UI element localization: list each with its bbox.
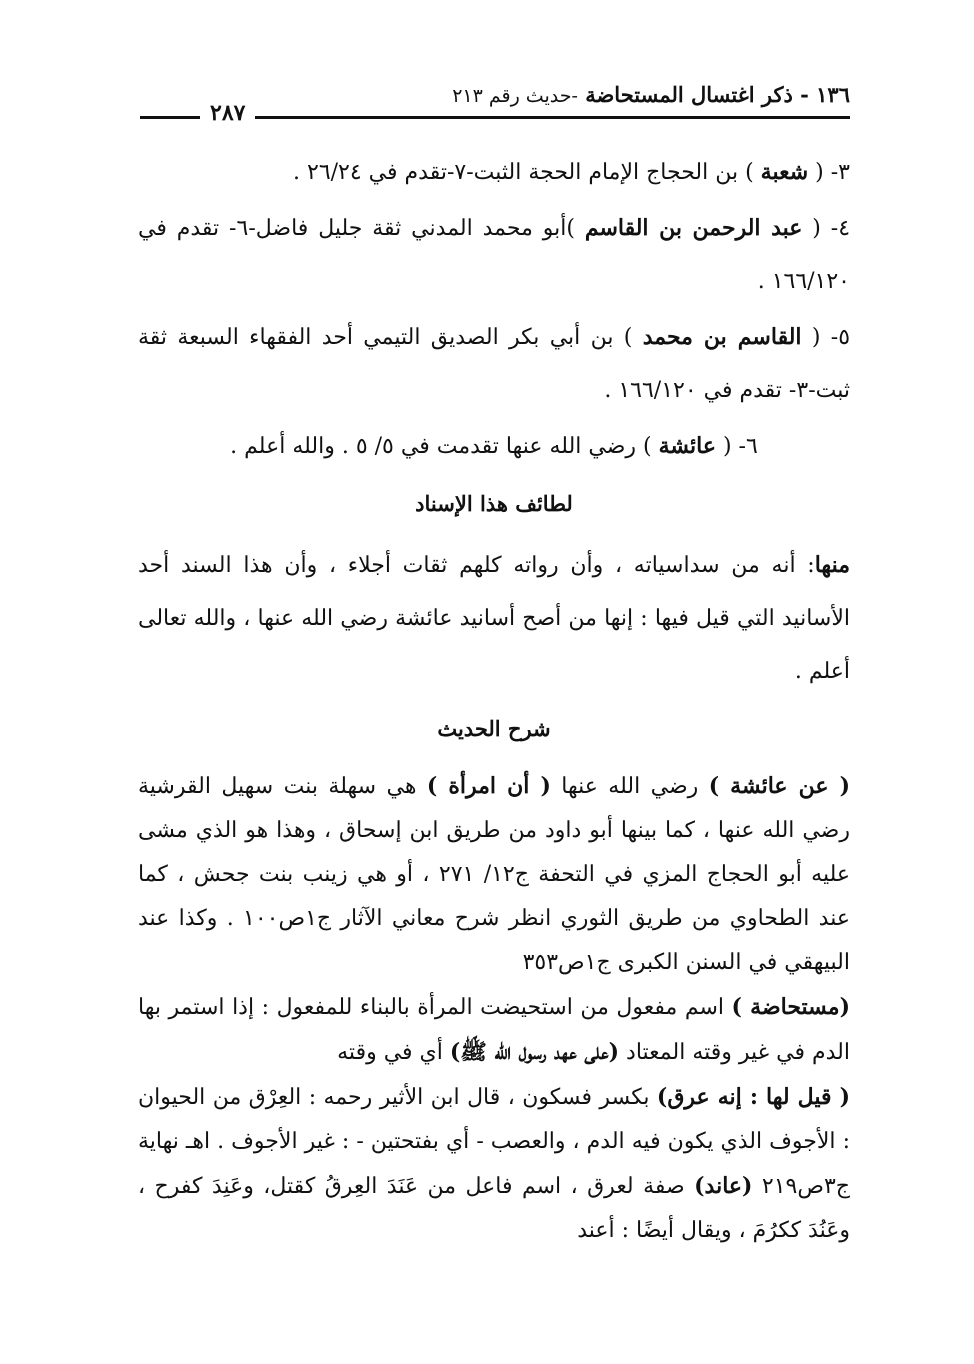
paragraph-text: : أنه من سداسياته ، وأن رواته كلهم ثقات أجلاء ، وأن هذا السند أحد الأسانيد التي قيل فيها : إنها من أصح أسانيد عائشة رضي الله عنها ، والله تعالى أعلم . <box>138 553 850 684</box>
running-header <box>140 82 850 124</box>
quoted-phrase: (على عهد رسول الله ﷺ) <box>449 1039 620 1065</box>
quoted-phrase: ( قيل لها : إنه عرق) <box>656 1084 850 1110</box>
narrator-name: عبد الرحمن بن القاسم <box>584 215 803 241</box>
narrator-note-3 <box>138 146 850 199</box>
note-number: ٥- ( <box>811 325 851 350</box>
note-text: ) بن أبي بكر الصديق التيمي أحد الفقهاء السبعة ثقة ثبت-٣- تقدم في ١٦٦/١٢٠ . <box>138 325 850 403</box>
commentary-text: أي في وقته <box>337 1040 443 1065</box>
quoted-phrase: ( أن امرأة ) <box>426 773 551 799</box>
note-text: ) بن الحجاج الإمام الحجة الثبت-٧-تقدم في ٢٦/٢٤ . <box>293 160 754 185</box>
section-title-sharh: شرح الحديث <box>437 716 551 741</box>
page-number: ٢٨٧ <box>200 100 255 126</box>
narrator-note-5 <box>138 311 850 417</box>
quoted-phrase: (عاند) <box>694 1173 753 1199</box>
narrator-note-6 <box>138 420 850 473</box>
narrator-name: شعبة <box>760 159 809 185</box>
commentary-text: هي سهلة بنت سهيل القرشية رضي الله عنها ، كما بينها أبو داود من طريق ابن إسحاق ، وهذا هو الذي مشى عليه أبو الحجاج المزي في التحفة ج١٢/ ٢٧١ ، أو هي زينب بنت جحش ، كما عند الطحاوي من طريق الثوري انظر شرح معاني الآثار ج١ص١٠٠ . وكذا عند البيهقي في السنن الكبرى ج١ص٣٥٣ <box>138 774 851 975</box>
quoted-phrase: ( عن عائشة ) <box>708 773 850 799</box>
commentary-text: بكسر فسكون ، قال ابن الأثير رحمه : العِرْق من الحيوان : الأجوف الذي يكون فيه الدم ، والعصب - أي بفتحتين - : غير الأجوف . اهـ نهاية ج٣ص٢١٩ <box>138 1085 850 1199</box>
page-body <box>138 146 850 1253</box>
note-text: )أبو محمد المدني ثقة جليل فاضل-٦- تقدم في ١٦٦/١٢٠ . <box>138 216 850 294</box>
narrator-name: عائشة <box>658 433 716 459</box>
section-title-isnad: لطائف هذا الإسناد <box>415 491 573 516</box>
narrator-note-4 <box>138 202 850 308</box>
note-number: ٣- ( <box>815 160 850 185</box>
commentary-paragraph-2 <box>138 985 850 1075</box>
commentary <box>138 764 850 1253</box>
commentary-text: اسم مفعول من استحيضت المرأة بالبناء للمفعول : إذا استمر بها الدم في غير وقته المعتاد <box>138 995 850 1065</box>
commentary-paragraph-1 <box>138 764 850 985</box>
note-text: ) رضي الله عنها تقدمت في ٥/ ٥ . والله أعلم . <box>230 434 652 459</box>
note-number: ٦- ( <box>722 434 758 459</box>
commentary-paragraph-3 <box>138 1075 850 1253</box>
hadith-reference: -حديث رقم ٢١٣ <box>452 85 578 107</box>
chapter-label: ١٣٦ - ذكر اغتسال المستحاضة <box>585 82 850 107</box>
commentary-text: رضي الله عنها <box>561 774 699 799</box>
note-number: ٤- ( <box>812 216 851 241</box>
quoted-phrase: (مستحاضة ) <box>731 994 850 1020</box>
isnad-paragraph <box>138 539 850 698</box>
chapter-title <box>452 82 850 107</box>
narrator-name: القاسم بن محمد <box>642 324 802 350</box>
commentary-text: صفة لعرق ، اسم فاعل من عَنَدَ العِرقُ كقتل، وعَنِدَ كفرح ، وعَنُدَ ككرُمَ ، ويقال أيضًا : أعند <box>138 1174 850 1243</box>
paragraph-lead: منها <box>814 552 850 578</box>
